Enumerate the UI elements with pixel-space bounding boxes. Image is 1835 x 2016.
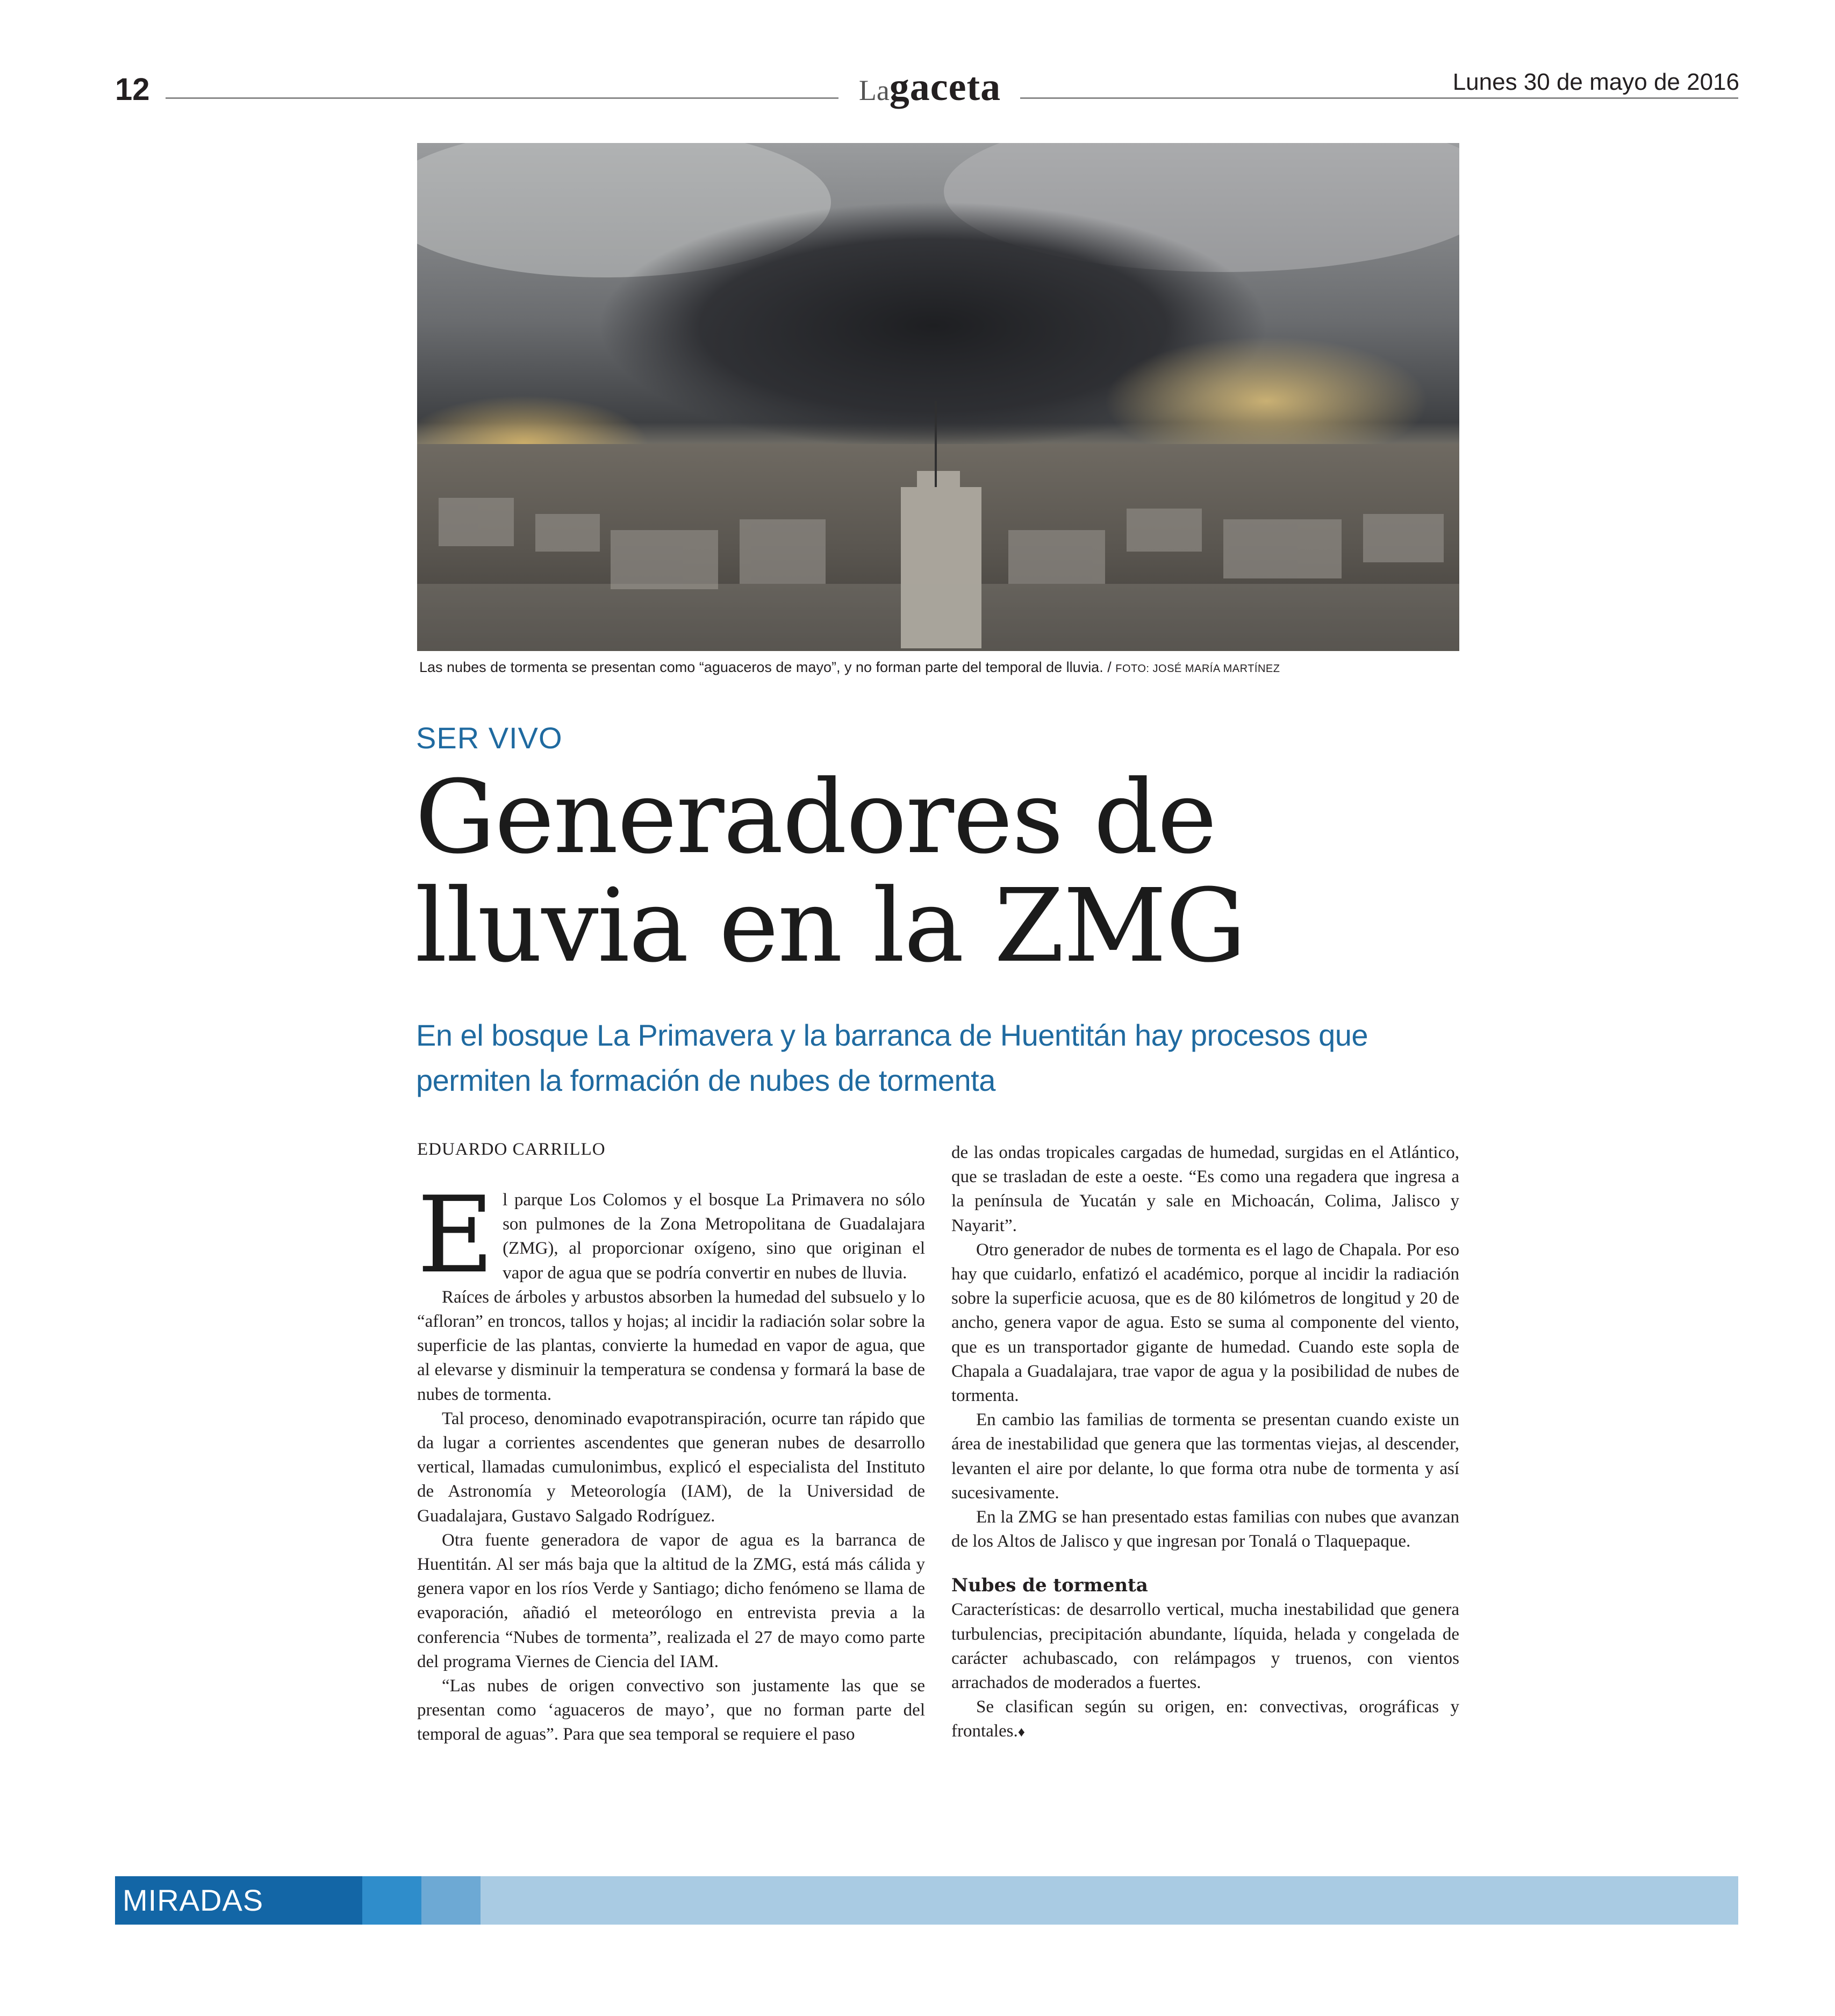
storm-photo <box>417 143 1459 651</box>
paragraph-11 <box>951 1695 1459 1744</box>
footer-segment-medium <box>362 1876 421 1925</box>
paragraph-5: “Las nubes de origen convectivo son justamente las que se presentan como ‘aguaceros de mayo’, que no forman parte del temporal de aguas”. Para que sea temporal se requiere el paso <box>417 1676 925 1745</box>
article-column-1 <box>417 1174 925 1747</box>
headline-line-1: Generadores de <box>415 759 1216 876</box>
drop-cap: E <box>417 1174 494 1297</box>
header-rule-left <box>166 97 838 99</box>
headline-line-2: lluvia en la ZMG <box>415 867 1245 985</box>
paragraph-9: En la ZMG se han presentado estas familias con nubes que avanzan de los Altos de Jalisco y que ingresan por Tonalá o Tlaquepaque. <box>951 1507 1459 1552</box>
storm-photo-illustration <box>417 143 1459 651</box>
paragraph-1 <box>417 1174 925 1297</box>
footer-segment-light <box>421 1876 481 1925</box>
paragraph-2: Raíces de árboles y arbustos absorben la humedad del subsuelo y lo “afloran” en troncos, tallos y hojas; al incidir la radiación solar sobre la superficie de las plantas, convierte la humedad en vapor de agua, que al elevarse y disminuir la temperatura se condensa y formará la base de nubes de tormenta. <box>417 1287 925 1404</box>
masthead-logo <box>849 65 1010 110</box>
paragraph-4: Otra fuente generadora de vapor de agua es la barranca de Huentitán. Al ser más baja que la altitud de la ZMG, está más cálida y genera vapor en los ríos Verde y Santiago; dicho fenómeno se llama de evaporación, añadió el meteorólogo en entrevista previa a la conferencia “Nubes de tormenta”, realizada el 27 de mayo como parte del programa Viernes de Ciencia del IAM. <box>417 1530 925 1671</box>
paragraph-1-text: l parque Los Colomos y el bosque La Primavera no sólo son pulmones de la Zona Metropolitana de Guadalajara (ZMG), al proporcionar oxígeno, sino que originan el vapor de agua que se podría convertir en nubes de lluvia. <box>503 1190 925 1283</box>
page-number: 12 <box>115 72 150 107</box>
byline: EDUARDO CARRILLO <box>417 1140 606 1159</box>
caption-text: Las nubes de tormenta se presentan como “aguaceros de mayo”, y no forman parte del temporal de lluvia. / <box>419 659 1112 675</box>
paragraph-6: de las ondas tropicales cargadas de humedad, surgidas en el Atlántico, que se trasladan de este a oeste. “Es como una regadera que ingresa a la península de Yucatán y sale en Michoacán, Colima, Jalisco y Nayarit”. <box>951 1143 1459 1235</box>
article-column-2 <box>951 1141 1459 1745</box>
paragraph-3: Tal proceso, denominado evapotranspiración, ocurre tan rápido que da lugar a corrientes ascendentes que generan nubes de desarrollo vertical, llamadas cumulonimbus, explicó el especialista del Instituto de Astronomía y Meteorología (IAM), de la Universidad de Guadalajara, Gustavo Salgado Rodríguez. <box>417 1409 925 1526</box>
section-footer-band <box>115 1876 1738 1925</box>
paragraph-8: En cambio las familias de tormenta se presentan cuando existe un área de inestabilidad que genera que las tormentas viejas, al descender, levanten el aire por delante, lo que forma otra nube de tormenta y así sucesivamente. <box>951 1410 1459 1503</box>
logo-gaceta: gaceta <box>889 65 1001 109</box>
photo-caption <box>419 659 1467 676</box>
headline <box>415 759 1468 985</box>
logo-la: La <box>858 74 890 106</box>
paragraph-11-text: Se clasifican según su origen, en: convectivas, orográficas y frontales. <box>951 1697 1459 1741</box>
header-rule-right <box>1020 97 1738 99</box>
paragraph-10: Características: de desarrollo vertical, mucha inestabilidad que genera turbulencias, precipitación abundante, líquida, helada y congelada de carácter achubascado, con relámpagos y truenos, con vientos arrachados de moderados a fuertes. <box>951 1600 1459 1693</box>
paragraph-7: Otro generador de nubes de tormenta es el lago de Chapala. Por eso hay que cuidarlo, enfatizó el académico, porque al incidir la radiación sobre la superficie acuosa, que es de 80 kilómetros de longitud y 20 de ancho, genera vapor de agua. Esto se suma al componente del viento, que es un transportador gigante de humedad. Cuando este sopla de Chapala a Guadalajara, trae vapor de agua y la posibilidad de nubes de tormenta. <box>951 1240 1459 1406</box>
section-kicker: SER VIVO <box>416 721 563 755</box>
section-label: MIRADAS <box>123 1883 264 1917</box>
subhead: Nubes de tormenta <box>951 1575 1148 1597</box>
photo-credit: FOTO: JOSÉ MARÍA MARTÍNEZ <box>1115 663 1280 675</box>
footer-segment-pale <box>481 1876 1738 1925</box>
end-mark-icon: ♦ <box>1017 1724 1025 1740</box>
deck: En el bosque La Primavera y la barranca de Huentitán hay procesos que permiten la formación de nubes de tormenta <box>416 1018 1368 1097</box>
issue-date: Lunes 30 de mayo de 2016 <box>1452 69 1739 95</box>
